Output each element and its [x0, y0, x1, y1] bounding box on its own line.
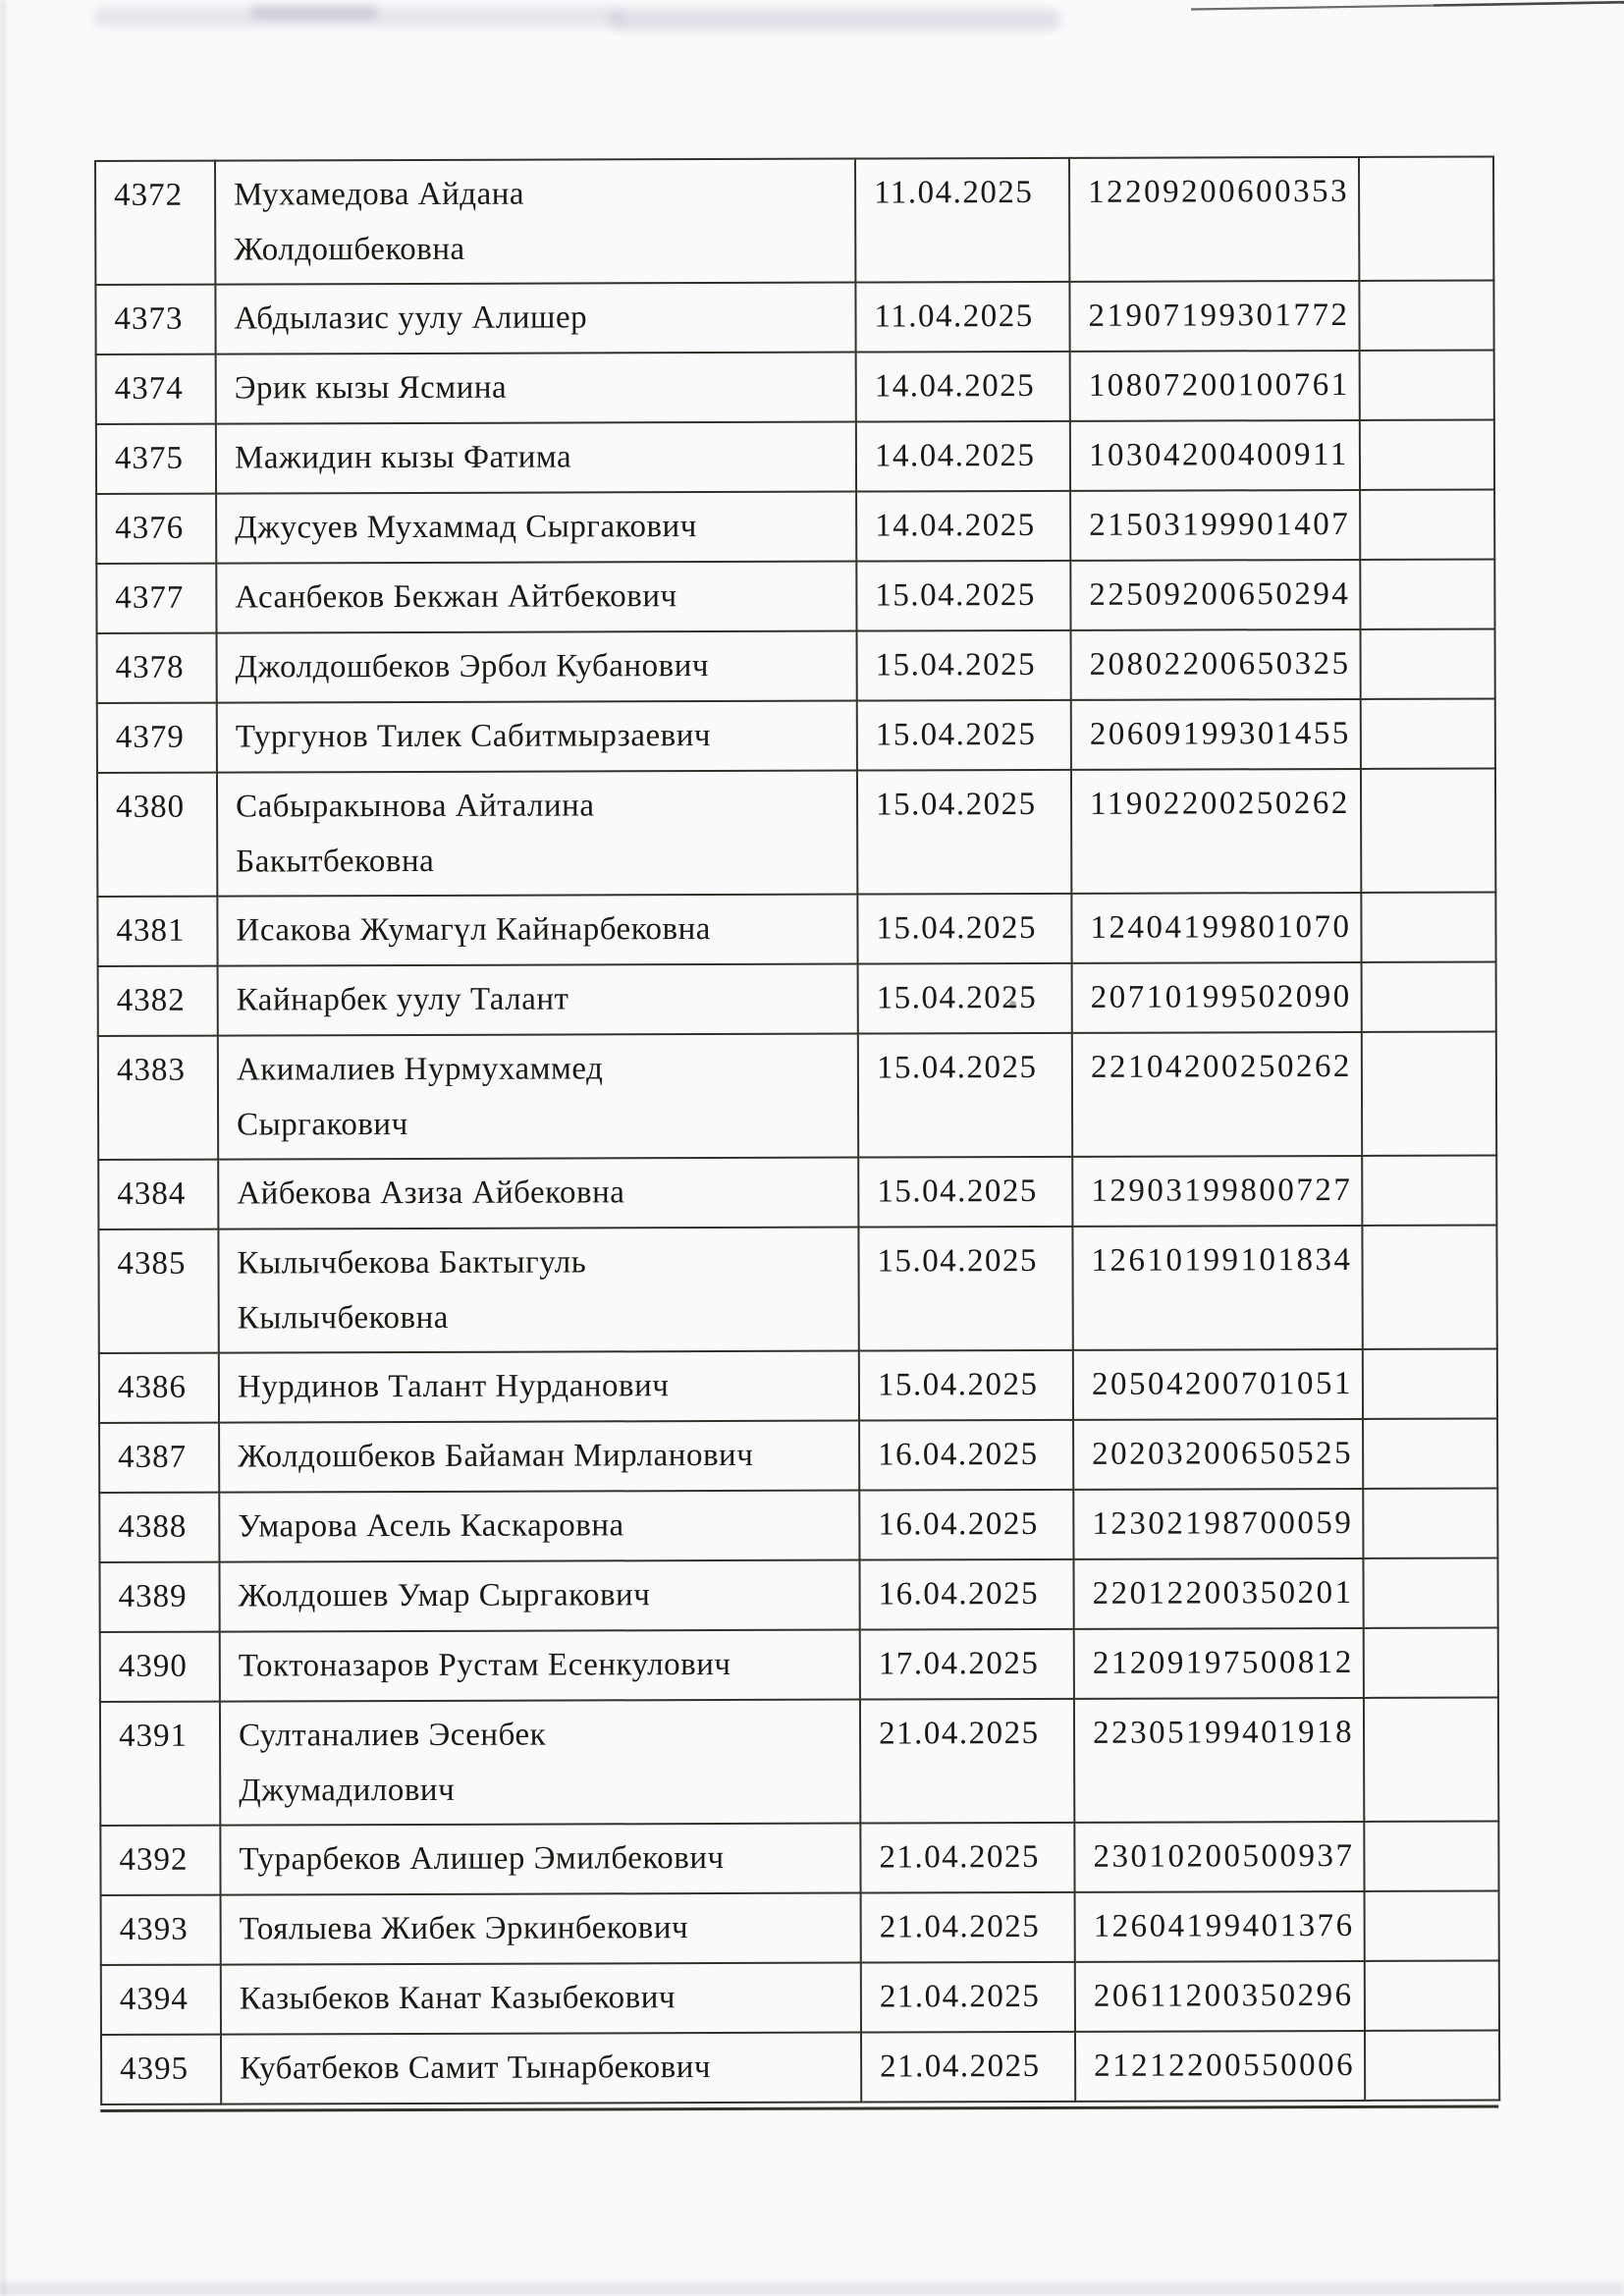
empty-cell [1360, 560, 1494, 629]
person-name-cell: Кылычбекова Бактыгуль Кылычбековна [218, 1228, 858, 1353]
empty-cell [1361, 629, 1495, 699]
id-number-cell: 12610199101834 [1072, 1226, 1362, 1350]
row-number-cell: 4387 [99, 1423, 219, 1493]
row-number-cell: 4375 [96, 424, 216, 494]
table-row [96, 560, 1494, 633]
table-row [101, 1961, 1499, 2035]
date-cell: 15.04.2025 [858, 1033, 1072, 1158]
date-cell: 21.04.2025 [861, 1962, 1075, 2033]
table-row [101, 1891, 1499, 1965]
scan-corner-line [0, 0, 1624, 59]
table-row [100, 1822, 1498, 1895]
empty-cell [1360, 490, 1494, 560]
table-row [98, 1226, 1496, 1353]
table-row [97, 893, 1495, 966]
table-row [99, 1349, 1497, 1423]
date-cell: 16.04.2025 [859, 1490, 1073, 1560]
date-cell: 15.04.2025 [859, 1350, 1073, 1421]
table-row [97, 629, 1495, 703]
table-row [98, 1156, 1496, 1230]
row-number-cell: 4382 [98, 966, 218, 1036]
empty-cell [1359, 281, 1493, 351]
person-name-cell: Акималиев Нурмухаммед Сыргакович [218, 1034, 858, 1160]
id-number-cell: 22012200350201 [1073, 1558, 1363, 1629]
person-name-cell: Джусуев Мухаммад Сыргакович [216, 492, 856, 564]
empty-cell [1364, 1698, 1498, 1822]
date-cell: 14.04.2025 [856, 421, 1070, 492]
person-name-cell: Эрик кызы Ясмина [216, 353, 856, 424]
id-number-cell: 22104200250262 [1072, 1032, 1362, 1157]
person-name-cell: Умарова Асель Каскаровна [219, 1491, 859, 1562]
id-number-cell: 12209200600353 [1069, 157, 1359, 282]
person-name-cell: Тургунов Тилек Сабитмырзаевич [217, 701, 857, 773]
empty-cell [1365, 2031, 1499, 2101]
row-number-cell: 4381 [97, 897, 217, 966]
date-cell: 15.04.2025 [857, 770, 1071, 895]
table-row [97, 699, 1495, 773]
table-row [99, 1419, 1497, 1493]
table-row [96, 351, 1494, 424]
id-number-cell: 21907199301772 [1069, 281, 1359, 352]
table-row [100, 1628, 1498, 1702]
empty-cell [1363, 1489, 1497, 1558]
table-row [98, 962, 1496, 1036]
empty-cell [1365, 1961, 1499, 2031]
id-number-cell: 12302198700059 [1073, 1489, 1363, 1559]
id-number-cell: 22305199401918 [1074, 1698, 1364, 1823]
empty-cell [1362, 1156, 1496, 1226]
row-number-cell: 4389 [99, 1562, 219, 1632]
row-number-cell: 4388 [99, 1493, 219, 1562]
person-name-cell: Жолдошев Умар Сыргакович [219, 1560, 859, 1632]
date-cell: 21.04.2025 [861, 2032, 1075, 2103]
table-row [95, 157, 1493, 285]
scan-page-edge-left [0, 0, 6, 2296]
person-name-cell: Кубатбеков Самит Тынарбекович [221, 2033, 861, 2105]
table-row [98, 1032, 1496, 1160]
table-row [100, 1698, 1498, 1826]
row-number-cell: 4379 [97, 703, 217, 773]
row-number-cell: 4380 [97, 773, 217, 897]
row-number-cell: 4372 [95, 161, 215, 285]
empty-cell [1364, 1822, 1498, 1891]
id-number-cell: 20203200650525 [1073, 1419, 1363, 1490]
date-cell: 21.04.2025 [860, 1823, 1074, 1893]
empty-cell [1363, 1419, 1497, 1489]
empty-cell [1362, 1226, 1496, 1349]
person-name-cell: Турарбеков Алишер Эмилбекович [220, 1824, 860, 1895]
table-row [101, 2031, 1499, 2105]
row-number-cell: 4386 [99, 1353, 219, 1423]
date-cell: 15.04.2025 [858, 1227, 1072, 1351]
empty-cell [1362, 962, 1496, 1032]
person-name-cell: Нурдинов Талант Нурданович [219, 1351, 859, 1423]
person-name-cell: Абдылазис уулу Алишер [215, 283, 855, 355]
scan-smudge [250, 6, 378, 20]
empty-cell [1359, 157, 1493, 281]
empty-cell [1363, 1558, 1497, 1628]
empty-cell [1362, 1032, 1496, 1156]
registry-table-body [95, 157, 1499, 2105]
date-cell: 15.04.2025 [858, 963, 1072, 1034]
id-number-cell: 21212200550006 [1075, 2031, 1365, 2102]
person-name-cell: Асанбеков Бекжан Айтбекович [216, 562, 856, 633]
table-row [99, 1558, 1497, 1632]
empty-cell [1360, 420, 1494, 490]
id-number-cell: 20611200350296 [1075, 1961, 1365, 2032]
row-number-cell: 4383 [98, 1036, 218, 1160]
id-number-cell: 21503199901407 [1070, 490, 1360, 561]
scan-page-edge-bottom [0, 2282, 1624, 2296]
id-number-cell: 20609199301455 [1071, 699, 1361, 770]
empty-cell [1361, 893, 1495, 962]
date-cell: 21.04.2025 [860, 1699, 1074, 1824]
empty-cell [1361, 769, 1495, 893]
person-name-cell: Кайнарбек уулу Талант [218, 964, 858, 1036]
date-cell: 16.04.2025 [859, 1420, 1073, 1491]
table-row [95, 281, 1493, 355]
person-name-cell: Джолдошбеков Эрбол Кубанович [217, 631, 857, 703]
id-number-cell: 12903199800727 [1072, 1156, 1362, 1227]
date-cell: 15.04.2025 [857, 894, 1071, 964]
person-name-cell: Тоялыева Жибек Эркинбекович [221, 1893, 861, 1965]
registry-table-wrap [94, 156, 1498, 2112]
date-cell: 14.04.2025 [856, 352, 1070, 422]
person-name-cell: Мажидин кызы Фатима [216, 422, 856, 494]
id-number-cell: 20504200701051 [1073, 1349, 1363, 1420]
row-number-cell: 4393 [101, 1895, 221, 1965]
row-number-cell: 4394 [101, 1965, 221, 2035]
row-number-cell: 4374 [96, 355, 216, 424]
row-number-cell: 4390 [100, 1632, 220, 1702]
date-cell: 15.04.2025 [857, 630, 1071, 701]
row-number-cell: 4376 [96, 494, 216, 564]
person-name-cell: Жолдошбеков Байаман Мирланович [219, 1421, 859, 1493]
id-number-cell: 11902200250262 [1071, 769, 1361, 894]
date-cell: 15.04.2025 [857, 700, 1071, 771]
empty-cell [1363, 1349, 1497, 1419]
table-row [96, 420, 1494, 494]
date-cell: 21.04.2025 [861, 1892, 1075, 1963]
id-number-cell: 22509200650294 [1070, 560, 1360, 630]
table-row [97, 769, 1495, 897]
person-name-cell: Исакова Жумагүл Кайнарбековна [217, 895, 857, 966]
row-number-cell: 4395 [101, 2035, 221, 2105]
table-row [99, 1489, 1497, 1562]
table-row [96, 490, 1494, 564]
id-number-cell: 21209197500812 [1074, 1628, 1364, 1699]
person-name-cell: Айбекова Азиза Айбековна [218, 1158, 858, 1230]
person-name-cell: Токтоназаров Рустам Есенкулович [220, 1630, 860, 1702]
empty-cell [1365, 1891, 1499, 1961]
date-cell: 17.04.2025 [860, 1629, 1074, 1700]
row-number-cell: 4373 [95, 285, 215, 355]
id-number-cell: 20802200650325 [1071, 629, 1361, 700]
person-name-cell: Сабыракынова Айталина Бакытбековна [217, 771, 857, 897]
id-number-cell: 20710199502090 [1072, 962, 1362, 1033]
id-number-cell: 12604199401376 [1075, 1891, 1365, 1962]
empty-cell [1364, 1628, 1498, 1698]
date-cell: 15.04.2025 [856, 561, 1070, 631]
row-number-cell: 4378 [97, 633, 217, 703]
person-name-cell: Султаналиев Эсенбек Джумадилович [220, 1700, 860, 1826]
row-number-cell: 4377 [96, 564, 216, 633]
row-number-cell: 4385 [98, 1230, 218, 1353]
scan-smudge [93, 7, 623, 27]
row-number-cell: 4384 [98, 1160, 218, 1230]
row-number-cell: 4392 [100, 1826, 220, 1895]
date-cell: 11.04.2025 [855, 158, 1069, 283]
empty-cell [1361, 699, 1495, 769]
date-cell: 11.04.2025 [855, 282, 1069, 353]
person-name-cell: Казыбеков Канат Казыбекович [221, 1963, 861, 2035]
empty-cell [1360, 351, 1494, 420]
date-cell: 16.04.2025 [859, 1559, 1073, 1630]
registry-table [94, 156, 1500, 2105]
id-number-cell: 23010200500937 [1074, 1822, 1364, 1892]
id-number-cell: 10304200400911 [1070, 420, 1360, 491]
date-cell: 15.04.2025 [858, 1157, 1072, 1228]
id-number-cell: 10807200100761 [1070, 351, 1360, 421]
row-number-cell: 4391 [100, 1702, 220, 1826]
date-cell: 14.04.2025 [856, 491, 1070, 562]
person-name-cell: Мухамедова Айдана Жолдошбековна [215, 159, 855, 285]
id-number-cell: 12404199801070 [1071, 893, 1361, 963]
scan-smudge [609, 9, 1060, 30]
